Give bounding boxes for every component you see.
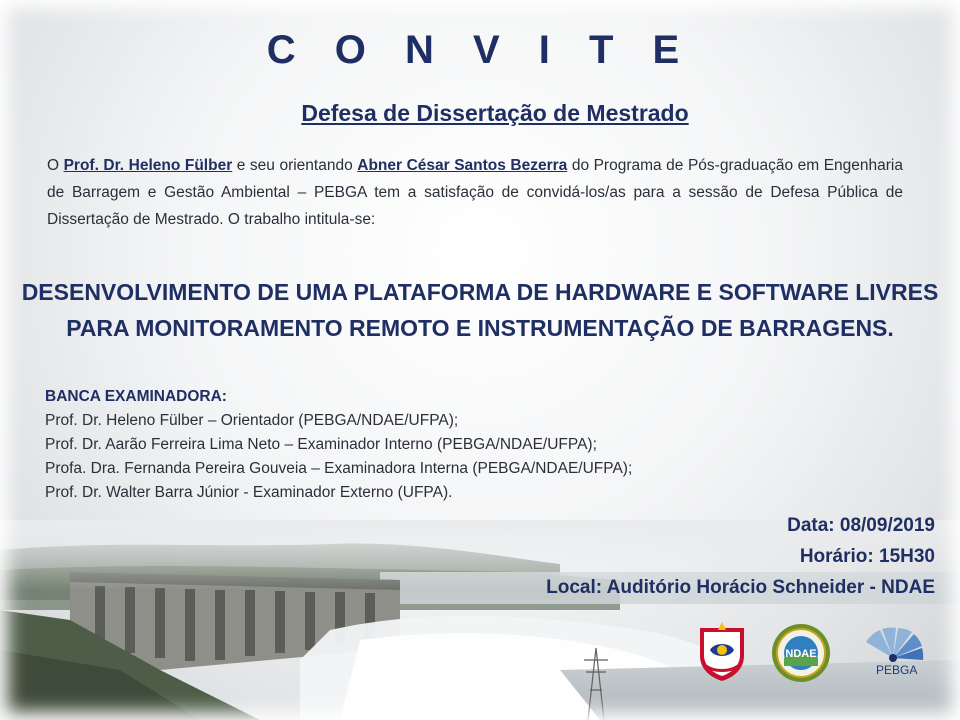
event-time: Horário: 15H30 [799,546,935,567]
thesis-title [20,274,940,346]
examining-board-heading: BANCA EXAMINADORA: [45,388,227,405]
event-details [546,510,935,603]
board-member: Profa. Dra. Fernanda Pereira Gouveia – Examinadora Interna (PEBGA/NDAE/UFPA); [45,460,633,477]
board-member: Prof. Dr. Walter Barra Júnior - Examinador Externo (UFPA). [45,484,453,501]
intro-suffix: do Programa de Pós-graduação em Engenharia de Barragem e Gestão Ambiental – PEBGA tem a satisfação de convidá-los/as para a sessão de Defesa Pública de Dissertação de Mestrado. O trabalho intitula-se: [47,157,903,228]
board-member: Prof. Dr. Heleno Fülber – Orientador (PEBGA/NDAE/UFPA); [45,412,459,429]
advisor-name: Prof. Dr. Heleno Fülber [63,157,233,174]
intro-paragraph [47,152,903,233]
ndae-seal-icon [770,622,832,684]
invitation-title: C O N V I T E [266,28,694,72]
examining-board [45,385,725,505]
event-place: Local: Auditório Horácio Schneider - NDAE [546,577,935,598]
event-date: Data: 08/09/2019 [787,515,935,536]
intro-prefix: O [47,157,64,174]
event-subtitle: Defesa de Dissertação de Mestrado [301,100,689,126]
student-name: Abner César Santos Bezerra [357,157,568,174]
intro-middle: e seu orientando [232,157,358,174]
thesis-title-line-2: PARA MONITORAMENTO REMOTO E INSTRUMENTAÇÃO DE BARRAGENS. [66,315,894,341]
pebga-label: PEBGA [876,663,918,677]
pebga-logo-icon [852,622,934,682]
board-member: Prof. Dr. Aarão Ferreira Lima Neto – Examinador Interno (PEBGA/NDAE/UFPA); [45,436,597,453]
thesis-title-line-1: DESENVOLVIMENTO DE UMA PLATAFORMA DE HARDWARE E SOFTWARE LIVRES [21,279,939,305]
ndae-label: NDAE [785,648,817,660]
ufpa-crest-icon [696,620,748,682]
